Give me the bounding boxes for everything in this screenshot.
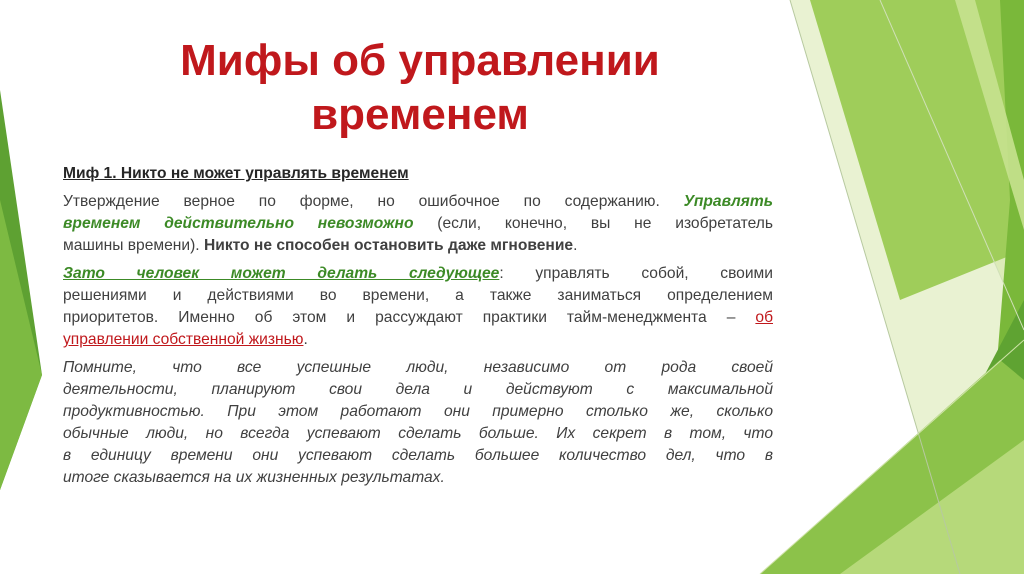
paragraph-2 [63, 263, 773, 351]
paragraph-3-line-1: Помните, что все успешные люди, независимо от рода своей [63, 359, 773, 376]
paragraph-1-line-2 [63, 213, 773, 235]
paragraph-2-line-1 [63, 263, 773, 285]
p1-text-4: . [573, 237, 578, 254]
slide-body [63, 163, 773, 495]
paragraph-3-line-2: деятельности, планируют свои дела и действуют с максимальной [63, 381, 773, 398]
p2-text-1: : управлять собой, своими [499, 265, 773, 282]
p1-green-1: Управлять [683, 193, 773, 210]
p2-red-2: управлении собственной жизнью [63, 331, 304, 348]
slide-title-line2: временем [311, 90, 529, 139]
slide-title-line1: Мифы об управлении [180, 36, 660, 85]
p1-text-1: Утверждение верное по форме, но ошибочное по содержанию. [63, 193, 684, 210]
p2-text-4: . [303, 331, 308, 348]
p1-bold-1: Никто не способен остановить даже мгновение [203, 237, 574, 254]
p2-red-1: об [755, 309, 773, 326]
slide-title [90, 34, 750, 142]
paragraph-3-line-6: итоге сказывается на их жизненных результатах. [63, 469, 445, 486]
p1-text-2: (если, конечно, вы не изобретатель [413, 215, 773, 232]
paragraph-2-line-3 [63, 307, 773, 329]
paragraph-3-line-4: обычные люди, но всегда успевают сделать больше. Их секрет в том, что [63, 425, 773, 442]
paragraph-1 [63, 191, 773, 257]
paragraph-2-line-2: решениями и действиями во времени, а также заниматься определением [63, 287, 773, 304]
paragraph-1-line-1 [63, 191, 773, 213]
p1-green-2: временем действительно невозможно [63, 215, 414, 232]
myth-heading: Миф 1. Никто не может управлять временем [63, 165, 409, 182]
paragraph-3-line-3: продуктивностью. При этом работают они примерно столько же, сколько [63, 403, 773, 420]
paragraph-1-line-3 [63, 235, 773, 257]
paragraph-3-line-5: в единицу времени они успевают сделать большее количество дел, что в [63, 447, 773, 464]
p2-text-3: приоритетов. Именно об этом и рассуждают практики тайм-менеджмента – [63, 309, 756, 326]
paragraph-3 [63, 357, 773, 489]
p1-text-3: машины времени). [63, 237, 204, 254]
paragraph-2-line-4 [63, 329, 773, 351]
p2-green-1: Зато человек может делать следующее [63, 265, 500, 282]
